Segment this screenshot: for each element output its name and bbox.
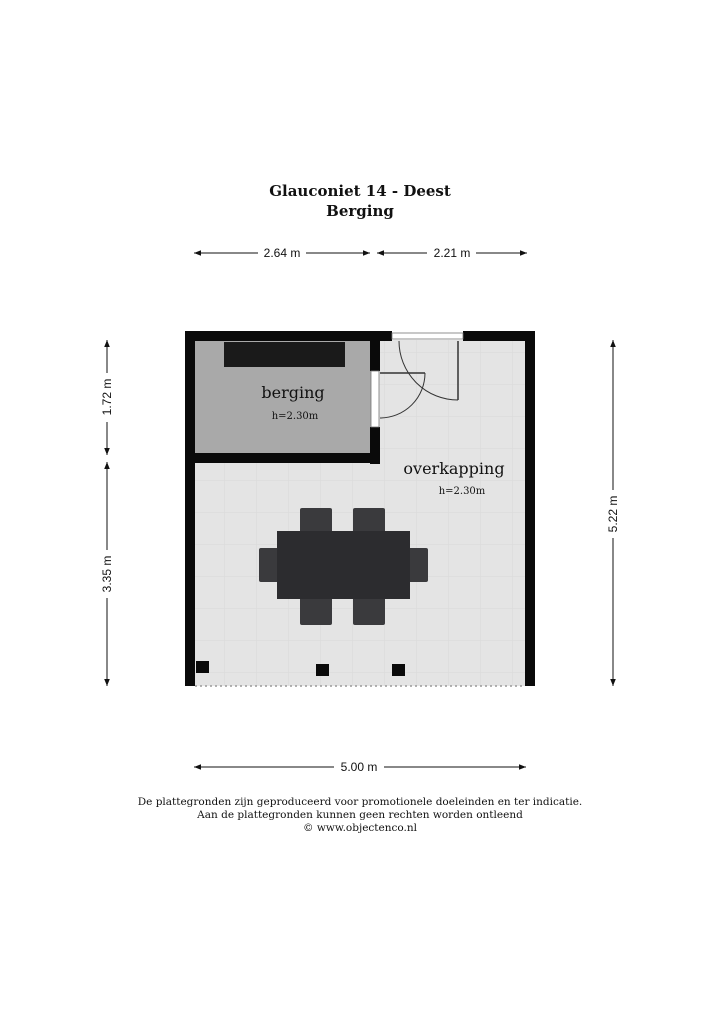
room-label-berging: berging — [261, 383, 325, 402]
plan-title: Glauconiet 14 - Deest — [269, 182, 451, 200]
plan-subtitle: Berging — [326, 202, 394, 220]
room-label-overkapping: overkapping — [403, 459, 505, 478]
chair — [353, 597, 385, 625]
disclaimer-line-2: Aan de plattegronden kunnen geen rechten worden ontleend — [197, 809, 523, 821]
dim-label-right: 5.22 m — [606, 495, 620, 533]
storage-shelf — [224, 342, 345, 367]
copyright: © www.objectenco.nl — [303, 822, 417, 834]
dim-label-left-lower: 3.35 m — [100, 555, 114, 593]
chair — [300, 597, 332, 625]
dim-label-left-upper: 1.72 m — [100, 378, 114, 416]
disclaimer-line-1: De plattegronden zijn geproduceerd voor promotionele doeleinden en ter indicatie. — [137, 796, 583, 808]
dim-label-bottom: 5.00 m — [340, 760, 378, 774]
room-height-berging: h=2.30m — [271, 411, 319, 422]
dim-label-top-right: 2.21 m — [433, 246, 471, 260]
room-height-overkapping: h=2.30m — [438, 486, 486, 497]
dim-label-top-left: 2.64 m — [263, 246, 301, 260]
dining-table — [277, 531, 410, 599]
